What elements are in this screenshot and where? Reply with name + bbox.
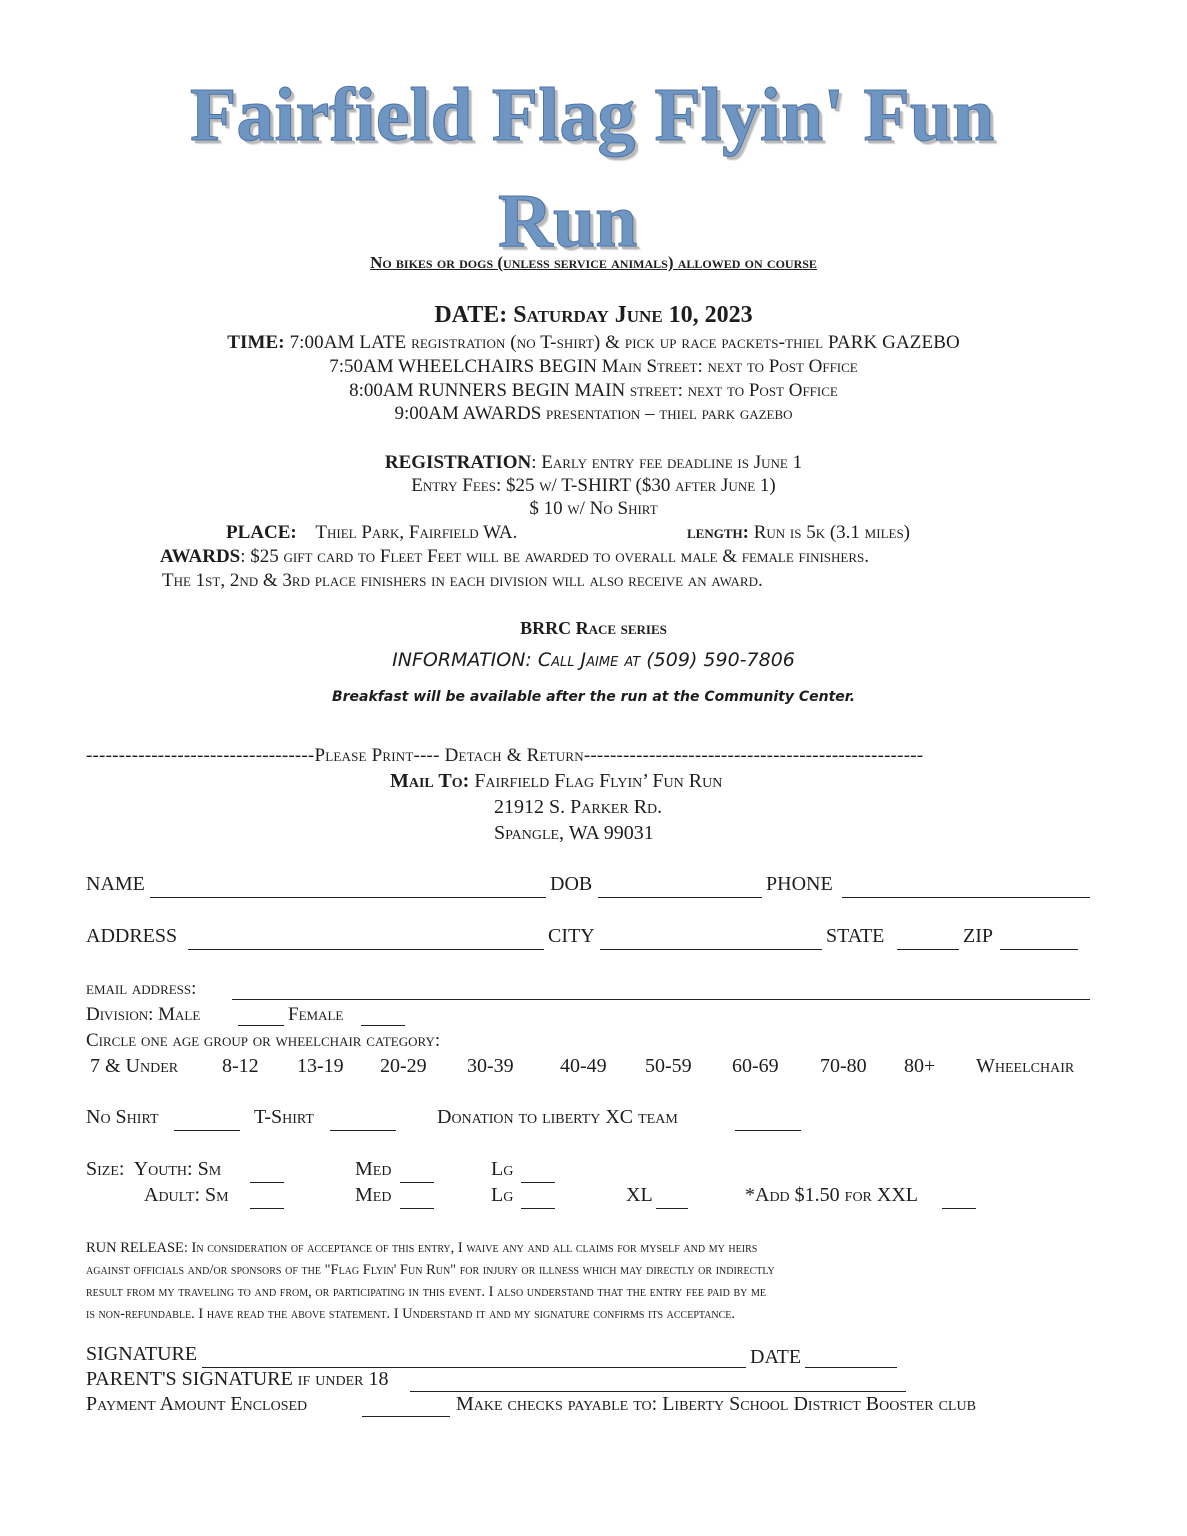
signature-date-label: DATE (750, 1346, 802, 1368)
age-group-70-80[interactable]: 70-80 (820, 1055, 867, 1077)
length-value: Run is 5k (3.1 miles) (753, 522, 911, 543)
length-label: length: (687, 522, 749, 543)
title-line-2: Run (498, 179, 638, 263)
checks-payable: Make checks payable to: Liberty School District Booster club (456, 1393, 976, 1415)
adult-sm-field[interactable] (250, 1207, 284, 1209)
release-line-3: result from my traveling to and from, or participating in this event. I also understand that the entry fee paid by me (86, 1284, 766, 1300)
adult-med-field[interactable] (400, 1207, 434, 1209)
youth-sm-field[interactable] (250, 1181, 284, 1183)
donation-label: Donation to liberty XC team (437, 1106, 678, 1128)
male-label: Male (158, 1004, 201, 1025)
address-label: ADDRESS (86, 925, 178, 947)
parent-signature-field[interactable] (410, 1390, 906, 1392)
parent-signature-line (86, 1368, 388, 1391)
youth-lg-field[interactable] (521, 1181, 555, 1183)
release-line-1: RUN RELEASE: In consideration of acceptance of this entry, I waive any and all claims for myself and my heirs (86, 1240, 758, 1256)
age-group-30-39[interactable]: 30-39 (467, 1055, 514, 1077)
place-value: Thiel Park, Fairfield WA. (315, 522, 518, 543)
entry-fees: Entry Fees: $25 w/ T-SHIRT ($30 after June 1) (411, 475, 776, 496)
age-group-20-29[interactable]: 20-29 (380, 1055, 427, 1077)
registration-label: REGISTRATION (384, 452, 532, 473)
release-line-4: is non-refundable. I have read the above statement. I Understand it and my signature confirms its acceptance. (86, 1306, 736, 1322)
phone-label: PHONE (766, 873, 833, 895)
awards-text: : $25 gift card to Fleet Feet will be awarded to overall male & female finishers. (240, 546, 869, 567)
detach-text: Please Print---- Detach & Return (314, 745, 584, 766)
dob-field[interactable] (598, 896, 762, 898)
dob-label: DOB (550, 873, 593, 895)
detach-dashes-left: ----------------------------------- (86, 745, 315, 766)
age-group-wheelchair[interactable]: Wheelchair (976, 1055, 1075, 1077)
adult-xl-label: XL (626, 1184, 653, 1206)
age-group-60-69[interactable]: 60-69 (732, 1055, 779, 1077)
age-group-40-49[interactable]: 40-49 (560, 1055, 607, 1077)
circle-instruction: Circle one age group or wheelchair category: (86, 1030, 441, 1051)
no-shirt-fee: $ 10 w/ No Shirt (529, 498, 658, 519)
name-field[interactable] (150, 896, 546, 898)
date-value: Saturday June 10, 2023 (513, 302, 753, 328)
length-line (687, 522, 910, 544)
awards-line-1 (160, 546, 869, 568)
payment-label: Payment Amount Enclosed (86, 1393, 308, 1415)
youth-med-label: Med (355, 1158, 392, 1180)
breakfast-note: Breakfast will be available after the run at the Community Center. (331, 689, 856, 705)
title-line-1: Fairfield Flag Flyin' Fun (190, 73, 995, 157)
age-group-8-12[interactable]: 8-12 (222, 1055, 259, 1077)
date-label: DATE: (434, 302, 508, 328)
registration-line (0, 452, 1187, 474)
awards-line-2: The 1st, 2nd & 3rd place finishers in each division will also receive an award. (162, 570, 763, 591)
division-line (86, 1004, 200, 1026)
adult-lg-label: Lg (491, 1184, 514, 1206)
youth-med-field[interactable] (400, 1181, 434, 1183)
state-label: STATE (826, 925, 885, 947)
signature-label: SIGNATURE (86, 1343, 198, 1365)
t-shirt-label: T-Shirt (254, 1106, 314, 1128)
youth-label: Youth: (133, 1158, 193, 1180)
mail-line-1: Fairfield Flag Flyin’ Fun Run (474, 770, 723, 792)
parent-signature-suffix: if under 18 (297, 1368, 389, 1390)
youth-lg-label: Lg (491, 1158, 514, 1180)
mail-line-2: 21912 S. Parker Rd. (494, 796, 663, 818)
xxl-label: *Add $1.50 for XXL (745, 1184, 919, 1206)
adult-size-line (144, 1184, 229, 1207)
schedule-line-1-text: 7:00AM LATE registration (no T-shirt) & pick up race packets-thiel PARK GAZEBO (289, 332, 960, 353)
size-label: Size: (86, 1158, 125, 1180)
adult-lg-field[interactable] (521, 1207, 555, 1209)
zip-field[interactable] (1000, 948, 1078, 950)
awards-label: AWARDS (160, 546, 241, 567)
youth-size-line (86, 1158, 221, 1181)
time-label: TIME: (227, 332, 285, 353)
mail-to-line (390, 770, 722, 793)
city-label: CITY (548, 925, 595, 947)
parent-signature-label: PARENT'S SIGNATURE (86, 1368, 293, 1390)
female-label: Female (288, 1004, 344, 1025)
phone-field[interactable] (842, 896, 1090, 898)
mail-label: Mail To: (390, 770, 470, 792)
age-group-80-plus[interactable]: 80+ (904, 1055, 936, 1077)
division-label: Division: (86, 1004, 154, 1025)
detach-line (86, 745, 923, 767)
no-shirt-label: No Shirt (86, 1106, 159, 1128)
female-field[interactable] (361, 1024, 405, 1026)
adult-med-label: Med (355, 1184, 392, 1206)
age-group-13-19[interactable]: 13-19 (297, 1055, 344, 1077)
schedule-line-1 (0, 332, 1187, 354)
mail-line-3: Spangle, WA 99031 (494, 822, 654, 844)
city-field[interactable] (600, 948, 822, 950)
email-field[interactable] (232, 998, 1090, 1000)
release-line-2: against officials and/or sponsors of the "Flag Flyin' Fun Run" for injury or illness which may directly or indirectly (86, 1262, 775, 1278)
xxl-field[interactable] (942, 1207, 976, 1209)
place-label: PLACE: (226, 522, 297, 543)
race-series: BRRC Race series (520, 618, 667, 638)
information: INFORMATION: Call Jaime at (509) 590-7806 (392, 649, 795, 671)
email-label: email address: (86, 978, 197, 999)
adult-sm-label: Sm (205, 1184, 229, 1206)
schedule-line-3: 8:00AM RUNNERS BEGIN MAIN street: next to Post Office (349, 380, 838, 401)
schedule-line-4: 9:00AM AWARDS presentation – thiel park gazebo (394, 403, 793, 424)
registration-text: : Early entry fee deadline is June 1 (531, 452, 803, 473)
address-field[interactable] (188, 948, 544, 950)
adult-label: Adult: (144, 1184, 201, 1206)
course-notice: No bikes or dogs (unless service animals) allowed on course (370, 253, 817, 272)
name-label: NAME (86, 873, 145, 895)
no-shirt-field[interactable] (174, 1129, 240, 1131)
signature-date-field[interactable] (805, 1366, 897, 1368)
adult-xl-field[interactable] (656, 1207, 688, 1209)
state-field[interactable] (897, 948, 959, 950)
age-group-50-59[interactable]: 50-59 (645, 1055, 692, 1077)
detach-dashes-right: ---------------------------------------------------- (583, 745, 924, 766)
zip-label: ZIP (963, 925, 993, 947)
schedule-line-2: 7:50AM WHEELCHAIRS BEGIN Main Street: next to Post Office (329, 356, 858, 377)
male-field[interactable] (238, 1024, 284, 1026)
payment-field[interactable] (362, 1415, 450, 1417)
donation-field[interactable] (735, 1129, 801, 1131)
place-line (226, 522, 517, 544)
age-groups (0, 1055, 1187, 1081)
t-shirt-field[interactable] (330, 1129, 396, 1131)
event-date (0, 302, 1187, 329)
age-group-7-under[interactable]: 7 & Under (90, 1055, 179, 1077)
youth-sm-label: Sm (197, 1158, 222, 1180)
